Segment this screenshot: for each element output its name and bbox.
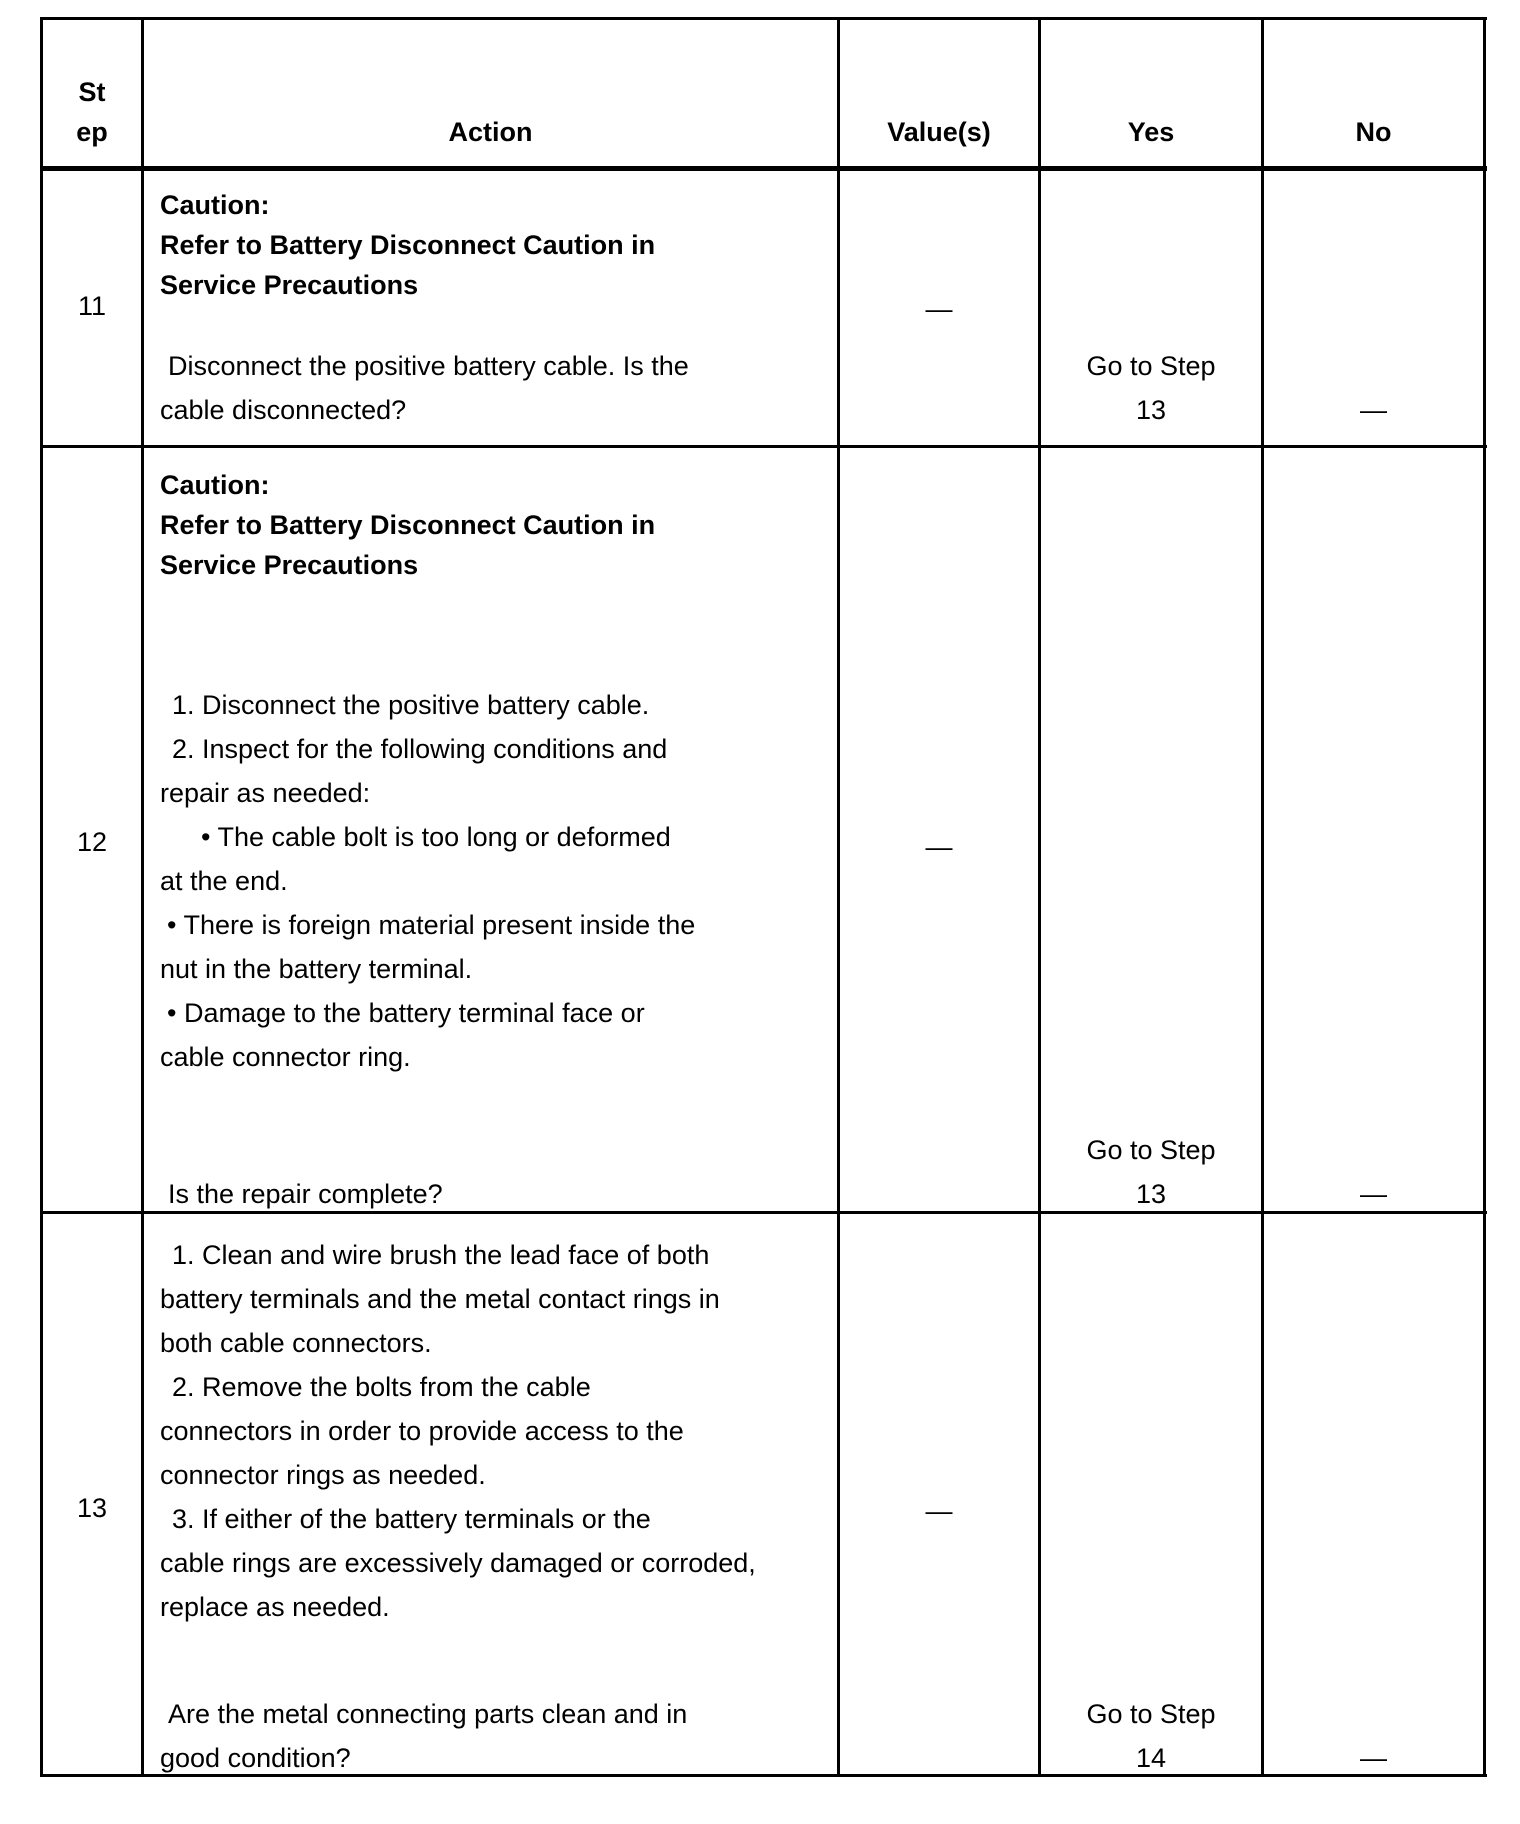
action-line: 3. If either of the battery terminals or the: [172, 1504, 651, 1534]
yes-text: Go to Step: [1086, 351, 1216, 381]
column-divider: [1261, 17, 1264, 1777]
caution-text: Refer to Battery Disconnect Caution in: [160, 230, 656, 260]
action-line: 2. Remove the bolts from the cable: [172, 1372, 591, 1402]
yes-step-number: 14: [1135, 1743, 1167, 1773]
action-line: 2. Inspect for the following conditions and: [172, 734, 668, 764]
question-line: Are the metal connecting parts clean and in: [168, 1699, 688, 1729]
caution-title: Caution:: [160, 470, 270, 500]
row-12-step: 12: [76, 827, 108, 857]
row-12-question: Is the repair complete?: [168, 1179, 443, 1209]
row-11-value: —: [925, 294, 953, 324]
action-line: • Damage to the battery terminal face or: [167, 998, 645, 1028]
action-line: • The cable bolt is too long or deformed: [201, 822, 671, 852]
header-step: [43, 72, 141, 152]
row-13-yes: [1041, 1692, 1261, 1780]
row-12-value: —: [925, 832, 953, 862]
row-12-action: [160, 683, 695, 1079]
header-action: Action: [448, 117, 533, 147]
action-line: cable connector ring.: [160, 1042, 411, 1072]
action-line: repair as needed:: [160, 778, 371, 808]
action-line: battery terminals and the metal contact rings in: [160, 1284, 720, 1314]
action-line: nut in the battery terminal.: [160, 954, 473, 984]
header-values: Value(s): [887, 117, 991, 147]
row-12-caution: [160, 465, 655, 585]
row-divider: [40, 445, 1487, 448]
header-step-line2: ep: [76, 117, 108, 147]
row-12-yes: [1041, 1128, 1261, 1216]
column-divider: [1038, 17, 1041, 1777]
action-line: replace as needed.: [160, 1592, 390, 1622]
caution-text: Service Precautions: [160, 270, 419, 300]
question-line: good condition?: [160, 1743, 351, 1773]
table-border-right: [1483, 17, 1486, 1777]
diagnostic-table: [40, 17, 1487, 1777]
row-11-caution: [160, 185, 655, 305]
row-13-step: 13: [76, 1493, 108, 1523]
header-yes: Yes: [1127, 117, 1175, 147]
yes-text: Go to Step: [1086, 1699, 1216, 1729]
row-13-action: [160, 1233, 756, 1629]
row-11-yes: [1041, 344, 1261, 432]
caution-text: Service Precautions: [160, 550, 419, 580]
row-13-question: [160, 1692, 687, 1780]
header-no: No: [1355, 117, 1392, 147]
action-line: at the end.: [160, 866, 288, 896]
row-12-no: —: [1360, 1179, 1387, 1209]
row-11-action: [160, 344, 689, 432]
yes-step-number: 13: [1135, 1179, 1167, 1209]
column-divider: [141, 17, 144, 1777]
caution-title: Caution:: [160, 190, 270, 220]
action-line: cable disconnected?: [160, 395, 407, 425]
yes-step-number: 13: [1135, 395, 1167, 425]
action-line: connector rings as needed.: [160, 1460, 486, 1490]
action-line: both cable connectors.: [160, 1328, 432, 1358]
action-line: 1. Disconnect the positive battery cable.: [172, 690, 650, 720]
action-line: cable rings are excessively damaged or corroded,: [160, 1548, 756, 1578]
action-line: 1. Clean and wire brush the lead face of both: [172, 1240, 710, 1270]
action-line: • There is foreign material present inside the: [167, 910, 696, 940]
header-step-line1: St: [78, 77, 106, 107]
action-line: Disconnect the positive battery cable. Is the: [168, 351, 689, 381]
table-border-top: [40, 17, 1487, 20]
action-line: connectors in order to provide access to the: [160, 1416, 684, 1446]
yes-text: Go to Step: [1086, 1135, 1216, 1165]
row-13-value: —: [925, 1496, 953, 1526]
row-13-no: —: [1360, 1743, 1387, 1773]
header-divider: [40, 166, 1487, 171]
row-11-step: 11: [77, 291, 107, 321]
caution-text: Refer to Battery Disconnect Caution in: [160, 510, 656, 540]
row-11-no: —: [1360, 395, 1387, 425]
